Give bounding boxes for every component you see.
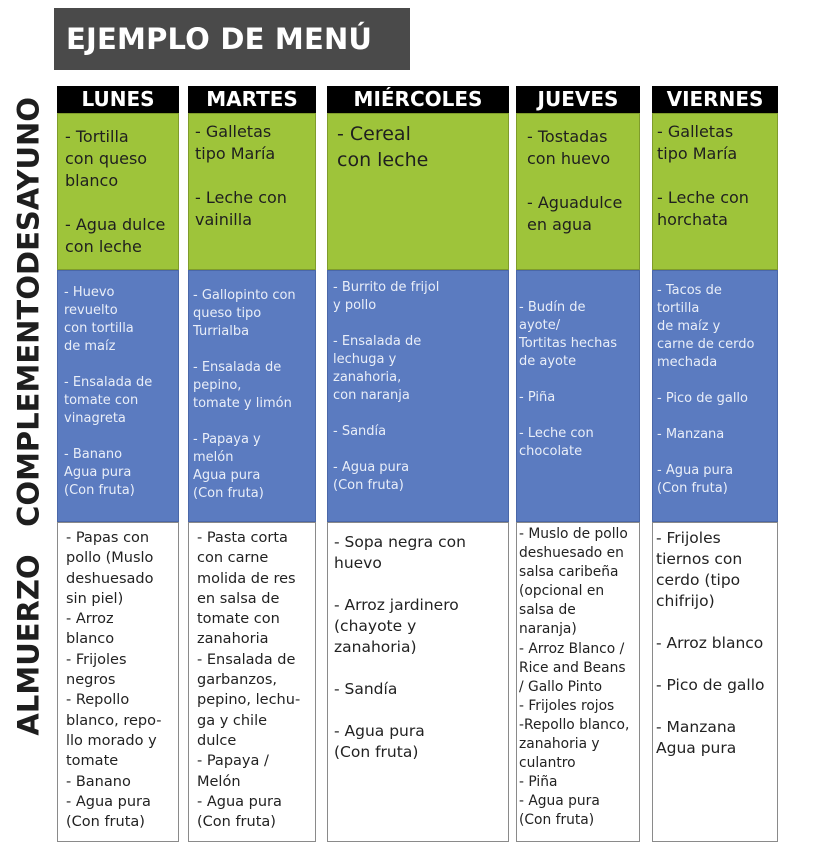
complemento-viernes: - Tacos de tortilla de maíz y carne de cerdo mechada - Pico de gallo - Manzana - Agua pura (Con fruta) [652, 270, 778, 522]
row-label-desayuno [2, 97, 56, 275]
almuerzo-viernes: - Frijoles tiernos con cerdo (tipo chifrijo) - Arroz blanco - Pico de gallo - Manzana Agua pura [652, 522, 778, 842]
almuerzo-lunes: - Papas con pollo (Muslo deshuesado sin piel) - Arroz blanco - Frijoles negros - Repollo blanco, repo- llo morado y tomate - Banano - Agua pura (Con fruta) [57, 522, 179, 842]
desayuno-lunes: - Tortilla con queso blanco - Agua dulce con leche [57, 113, 179, 270]
complemento-martes: - Gallopinto con queso tipo Turrialba - Ensalada de pepino, tomate y limón - Papaya y melón Agua pura (Con fruta) [188, 270, 316, 522]
desayuno-viernes: - Galletas tipo María - Leche con horchata [652, 113, 778, 270]
row-label-complemento [2, 270, 56, 532]
complemento-miercoles: - Burrito de frijol y pollo - Ensalada de lechuga y zanahoria, con naranja - Sandía - Agua pura (Con fruta) [327, 270, 509, 522]
almuerzo-martes: - Pasta corta con carne molida de res en salsa de tomate con zanahoria - Ensalada de garbanzos, pepino, lechu- ga y chile dulce - Papaya / Melón - Agua pura (Con fruta) [188, 522, 316, 842]
complemento-jueves: - Budín de ayote/ Tortitas hechas de ayote - Piña - Leche con chocolate [516, 270, 640, 522]
day-header-miercoles: MIÉRCOLES [327, 86, 509, 113]
row-label-complemento-text: COMPLEMENTO [11, 275, 46, 527]
row-label-almuerzo-text: ALMUERZO [11, 554, 46, 736]
row-label-desayuno-text: DESAYUNO [11, 97, 46, 275]
day-header-jueves: JUEVES [516, 86, 640, 113]
row-label-almuerzo [2, 545, 56, 745]
almuerzo-miercoles: - Sopa negra con huevo - Arroz jardinero (chayote y zanahoria) - Sandía - Agua pura (Con fruta) [327, 522, 509, 842]
day-header-viernes: VIERNES [652, 86, 778, 113]
desayuno-martes: - Galletas tipo María - Leche con vainilla [188, 113, 316, 270]
desayuno-jueves: - Tostadas con huevo - Aguadulce en agua [516, 113, 640, 270]
desayuno-miercoles: - Cereal con leche [327, 113, 509, 270]
page-title: EJEMPLO DE MENÚ [54, 8, 410, 70]
day-header-martes: MARTES [188, 86, 316, 113]
day-header-lunes: LUNES [57, 86, 179, 113]
complemento-lunes: - Huevo revuelto con tortilla de maíz - Ensalada de tomate con vinagreta - Banano Agua pura (Con fruta) [57, 270, 179, 522]
almuerzo-jueves: - Muslo de pollo deshuesado en salsa caribeña (opcional en salsa de naranja) - Arroz Blanco / Rice and Beans / Gallo Pinto - Frijoles rojos -Repollo blanco, zanahoria y culantro - Piña - Agua pura (Con fruta) [516, 522, 640, 842]
